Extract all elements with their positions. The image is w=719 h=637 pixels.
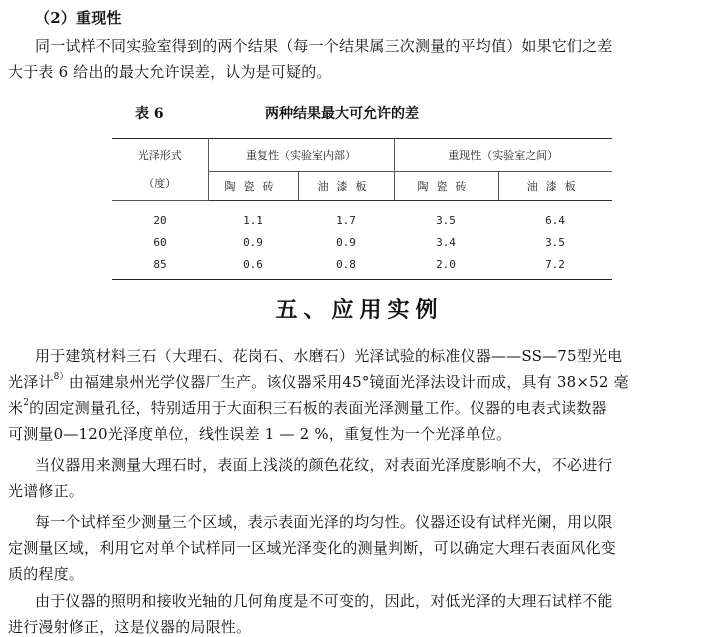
chapter-title: 五、应用实例 [275,297,444,323]
table-caption-title: 两种结果最大可允许的差 [265,106,419,122]
cell-value: 6.4 [545,213,565,227]
cell-value: 1.1 [243,213,263,227]
header-paint-panel-a: 油漆板 [298,172,394,201]
cell-value: 0.9 [243,235,263,249]
table-row [112,253,612,280]
header-repeatability: 重复性（实验室内部） [208,139,394,172]
body-line: 质的程度。 [8,565,85,583]
body-line: 用于建筑材料三石（大理石、花岗石、水磨石）光泽试验的标准仪器——SS—75型光电 [35,347,623,365]
header-gloss-angle-line2: （度） [143,176,177,190]
body-text: 光泽计 [8,373,54,391]
cell-angle: 85 [112,253,208,280]
cell-value: 3.4 [436,235,456,249]
body-line [8,372,629,392]
cell-value: 7.2 [498,253,612,280]
footnote-reference: 8） [53,372,69,382]
paragraph-line: 同一试样不同实验室得到的两个结果（每一个结果属三次测量的平均值）如果它们之差 [35,37,613,55]
header-gloss-angle-line1: 光泽形式 [137,148,182,162]
section-title: （2）重现性 [35,9,122,27]
header-ceramic-tile-a: 陶瓷砖 [208,172,298,201]
body-text: 由福建泉州光学仪器厂生产。该仪器采用45°镜面光泽法设计而成，具有 38×52 毫 [68,373,629,391]
header-reproducibility: 重现性（实验室之间） [394,139,612,172]
superscript: 2 [23,398,30,408]
table-caption-number: 表 6 [135,106,164,122]
body-line: 由于仪器的照明和接收光轴的几何角度是不可变的，因此，对低光泽的大理石试样不能 [35,592,613,610]
body-line: 定测量区域，利用它对单个试样同一区域光泽变化的测量判断，可以确定大理石表面风化变 [8,539,617,557]
cell-value: 0.6 [208,253,298,280]
body-line: 每一个试样至少测量三个区域，表示表面光泽的均匀性。仪器还设有试样光阑，用以限 [35,513,613,531]
cell-angle: 20 [153,213,167,227]
body-line [8,398,607,418]
body-line: 可测量0—120光泽度单位，线性误差 1 — 2 %，重复性为一个光泽单位。 [8,425,512,443]
header-gloss-angle [112,139,208,201]
body-text: 的固定测量孔径，特别适用于大面积三石板的表面光泽测量工作。仪器的电表式读数器 [29,399,607,417]
cell-value: 0.9 [336,235,356,249]
cell-value: 3.5 [436,213,456,227]
table-row [112,201,612,232]
body-text: 米 [8,399,24,417]
header-ceramic-tile-b: 陶瓷砖 [394,172,498,201]
cell-value: 0.8 [298,253,394,280]
cell-value: 2.0 [394,253,498,280]
header-paint-panel-b: 油漆板 [498,172,612,201]
table-row [112,231,612,253]
paragraph-line: 大于表 6 给出的最大允许误差，认为是可疑的。 [8,63,332,81]
body-line: 当仪器用来测量大理石时，表面上浅淡的颜色花纹，对表面光泽度影响不大，不必进行 [35,456,613,474]
body-line: 进行漫射修正，这是仪器的局限性。 [8,618,252,636]
cell-value: 3.5 [545,235,565,249]
cell-angle: 60 [153,235,167,249]
tolerance-table [112,138,612,280]
body-line: 光谱修正。 [8,482,85,500]
cell-value: 1.7 [336,213,356,227]
